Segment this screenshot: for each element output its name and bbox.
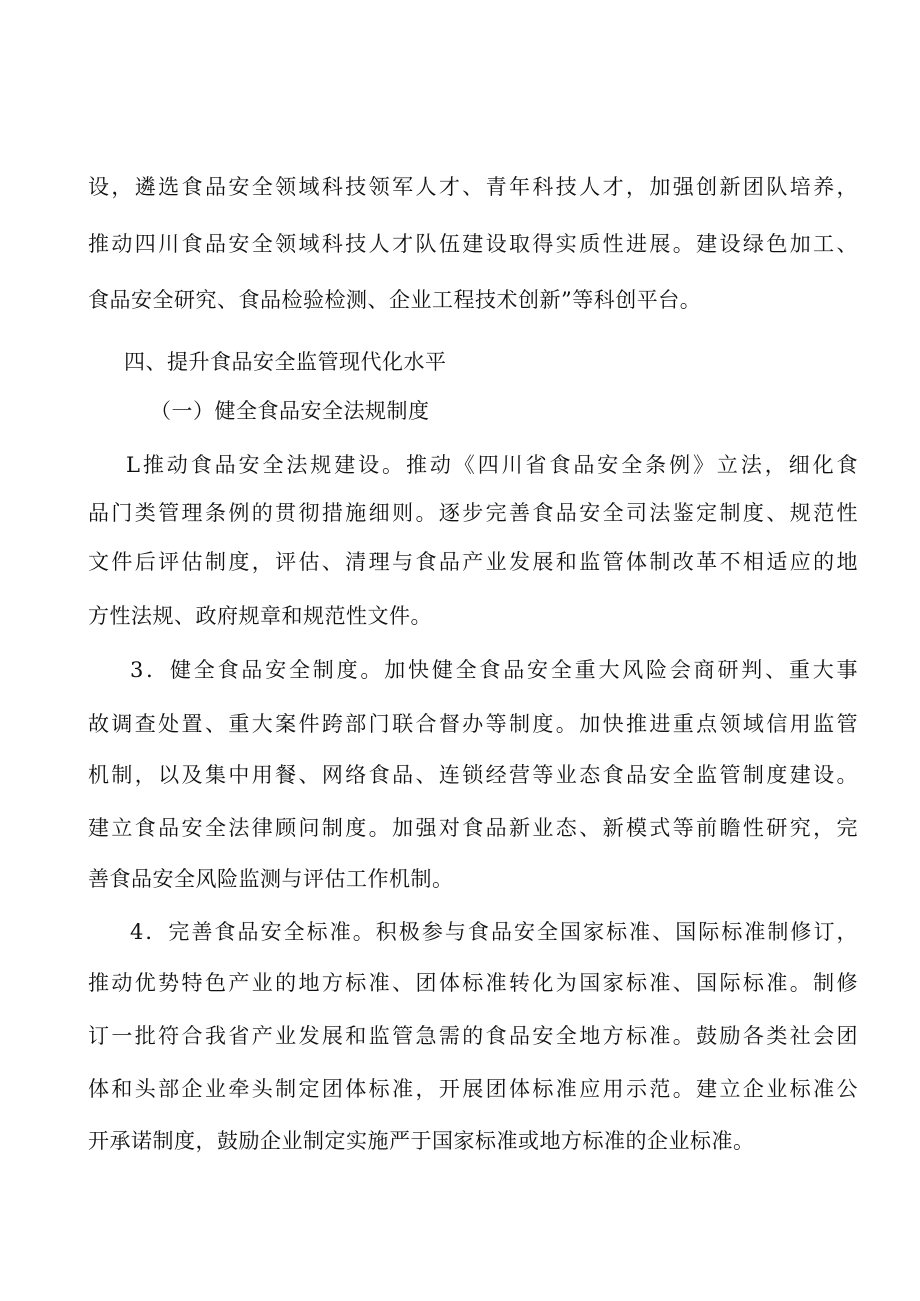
paragraph-continued-line-1: 设，遴选食品安全领域科技领军人才、青年科技人才，加强创新团队培养，	[88, 175, 858, 199]
item1-line-4: 方性法规、政府规章和规范性文件。	[88, 604, 432, 628]
subsection-heading: （一）健全食品安全法规制度	[150, 399, 430, 423]
item3-line-5: 善食品安全风险监测与评估工作机制。	[88, 867, 454, 891]
section-heading: 四、提升食品安全监管现代化水平	[124, 350, 447, 374]
item4-line-2: 推动优势特色产业的地方标准、团体标准转化为国家标准、国际标准。制修	[88, 971, 858, 995]
paragraph-continued-line-3: 食品安全研究、食品检验检测、企业工程技术创新”等科创平台。	[88, 288, 702, 312]
item3-line-2: 故调查处置、重大案件跨部门联合督办等制度。加快推进重点领域信用监管	[88, 712, 858, 736]
item4-line-1: 4．完善食品安全标准。积极参与食品安全国家标准、国际标准制修订，	[130, 920, 858, 944]
item3-line-4: 建立食品安全法律顾问制度。加强对食品新业态、新模式等前瞻性研究，完	[88, 816, 858, 840]
item3-line-1: 3．健全食品安全制度。加快健全食品安全重大风险会商研判、重大事	[130, 658, 858, 682]
item3-line-3: 机制，以及集中用餐、网络食品、连锁经营等业态食品安全监管制度建设。	[88, 763, 858, 787]
item1-line-1: L推动食品安全法规建设。推动《四川省食品安全条例》立法，细化食	[126, 453, 858, 477]
paragraph-continued-line-2: 推动四川食品安全领域科技人才队伍建设取得实质性进展。建设绿色加工、	[88, 232, 858, 256]
item4-line-5: 开承诺制度，鼓励企业制定实施严于国家标准或地方标准的企业标准。	[88, 1129, 755, 1153]
item4-line-3: 订一批符合我省产业发展和监管急需的食品安全地方标准。鼓励各类社会团	[88, 1024, 858, 1048]
item1-line-3: 文件后评估制度，评估、清理与食品产业发展和监管体制改革不相适应的地	[88, 550, 858, 574]
item4-line-4: 体和头部企业牵头制定团体标准，开展团体标准应用示范。建立企业标准公	[88, 1077, 858, 1101]
item1-line-2: 品门类管理条例的贯彻措施细则。逐步完善食品安全司法鉴定制度、规范性	[88, 501, 858, 525]
